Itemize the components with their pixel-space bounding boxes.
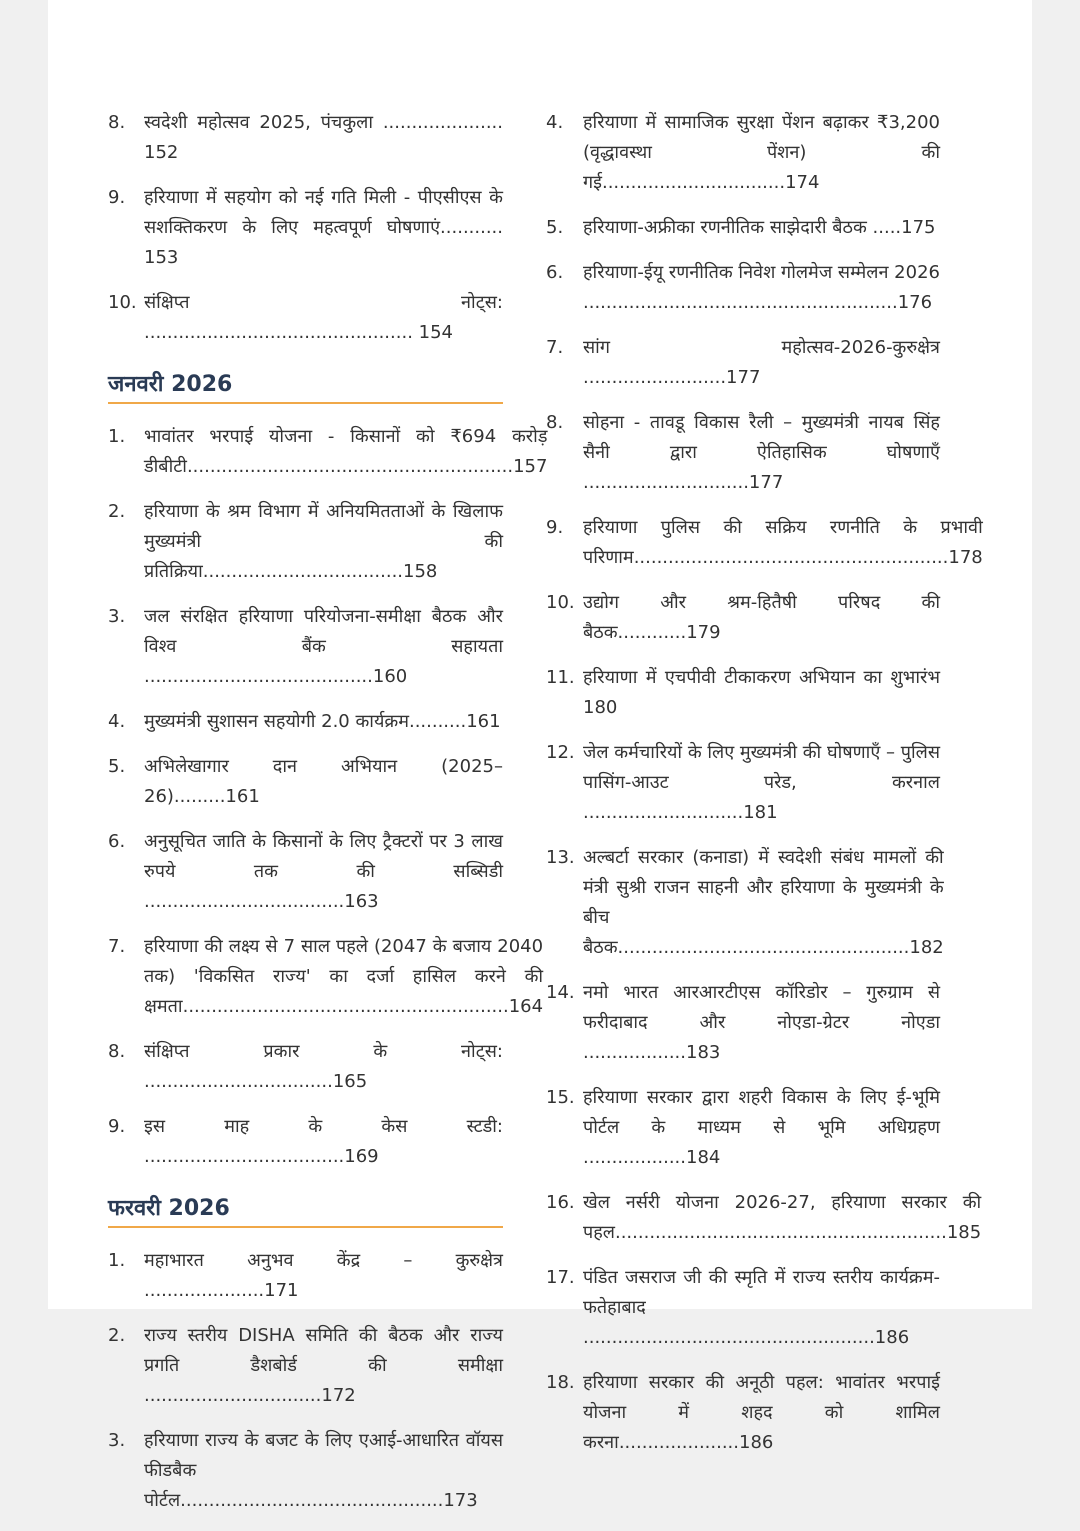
toc-entry — [546, 1263, 940, 1353]
entry-number: 6. — [108, 831, 126, 852]
entry-title: हरियाणा पुलिस की सक्रिय रणनीति के प्रभावी परिणाम.......................................................178 — [583, 517, 983, 568]
toc-entry — [546, 333, 940, 393]
toc-entry — [546, 663, 940, 723]
entry-number: 10. — [108, 292, 137, 313]
entry-title: सांग महोत्सव-2026-कुरुक्षेत्र .........................177 — [583, 337, 940, 388]
section-heading-february: फरवरी 2026 — [108, 1194, 503, 1228]
entry-title: हरियाणा सरकार द्वारा शहरी विकास के लिए ई-भूमि पोर्टल के माध्यम से भूमि अधिग्रहण ..................184 — [583, 1087, 940, 1168]
entry-title: संक्षिप्त प्रकार के नोट्स: .................................165 — [144, 1041, 503, 1092]
toc-entry — [546, 108, 940, 198]
entry-number: 7. — [108, 936, 126, 957]
toc-entry — [108, 497, 503, 587]
entry-number: 10. — [546, 592, 575, 613]
section-heading-january: जनवरी 2026 — [108, 370, 503, 404]
toc-entry — [108, 1112, 503, 1172]
entry-number: 1. — [108, 1250, 126, 1271]
document-page — [48, 0, 1032, 1511]
toc-entry — [546, 1368, 940, 1458]
entry-title: नमो भारत आरआरटीएस कॉरिडोर – गुरुग्राम से फरीदाबाद और नोएडा-ग्रेटर नोएडा ..................183 — [583, 982, 940, 1063]
toc-entry — [108, 288, 503, 348]
entry-title: हरियाणा-ईयू रणनीतिक निवेश गोलमेज सम्मेलन 2026 .......................................................176 — [583, 262, 940, 313]
entry-number: 8. — [546, 412, 564, 433]
entry-number: 17. — [546, 1267, 575, 1288]
toc-entry — [108, 1426, 503, 1516]
toc-entry — [108, 932, 544, 1022]
entry-title: खेल नर्सरी योजना 2026-27, हरियाणा सरकार की पहल..........................................................185 — [583, 1192, 982, 1243]
entry-number: 12. — [546, 742, 575, 763]
toc-entry — [108, 707, 503, 737]
entry-number: 9. — [546, 517, 564, 538]
toc-entry — [546, 213, 940, 243]
entry-title: जेल कर्मचारियों के लिए मुख्यमंत्री की घोषणाएँ – पुलिस पासिंग-आउट परेड, करनाल ............................181 — [583, 742, 940, 823]
toc-entry — [546, 588, 940, 648]
entry-number: 3. — [108, 606, 126, 627]
entry-title: राज्य स्तरीय DISHA समिति की बैठक और राज्य प्रगति डैशबोर्ड की समीक्षा ...............................172 — [144, 1325, 503, 1406]
entry-number: 11. — [546, 667, 575, 688]
entry-title: हरियाणा के श्रम विभाग में अनियमितताओं के खिलाफ मुख्यमंत्री की प्रतिक्रिया...................................158 — [144, 501, 503, 582]
entry-number: 4. — [546, 112, 564, 133]
entry-number: 7. — [546, 337, 564, 358]
entry-title: हरियाणा में सामाजिक सुरक्षा पेंशन बढ़ाकर ₹3,200 (वृद्धावस्था पेंशन) की गई................................174 — [583, 112, 940, 193]
entry-number: 2. — [108, 501, 126, 522]
toc-entry — [108, 422, 548, 482]
entry-title: मुख्यमंत्री सुशासन सहयोगी 2.0 कार्यक्रम..........161 — [144, 711, 501, 732]
toc-entry — [108, 183, 503, 273]
toc-entry — [546, 1188, 982, 1248]
entry-number: 13. — [546, 847, 575, 868]
entry-title: हरियाणा राज्य के बजट के लिए एआई-आधारित वॉयस फीडबैक पोर्टल..............................................173 — [144, 1430, 503, 1511]
entry-number: 6. — [546, 262, 564, 283]
toc-entry — [546, 258, 940, 318]
entry-number: 9. — [108, 1116, 126, 1137]
entry-number: 1. — [108, 426, 126, 447]
entry-number: 16. — [546, 1192, 575, 1213]
toc-entry — [108, 1321, 503, 1411]
toc-entry — [108, 602, 503, 692]
entry-title: अल्बर्टा सरकार (कनाडा) में स्वदेशी संबंध मामलों की मंत्री सुश्री राजन साहनी और हरियाणा के मुख्यमंत्री के बीच बैठक...................................................182 — [583, 847, 944, 958]
entry-title: हरियाणा सरकार की अनूठी पहल: भावांतर भरपाई योजना में शहद को शामिल करना.....................186 — [583, 1372, 940, 1453]
toc-list-january — [108, 422, 548, 1172]
entry-number: 5. — [108, 756, 126, 777]
entry-title: जल संरक्षित हरियाणा परियोजना-समीक्षा बैठक और विश्व बैंक सहायता ........................................160 — [144, 606, 503, 687]
toc-entry — [108, 1037, 503, 1097]
entry-number: 18. — [546, 1372, 575, 1393]
entry-title: पंडित जसराज जी की स्मृति में राज्य स्तरीय कार्यक्रम- फतेहाबाद ...................................................186 — [583, 1267, 940, 1348]
toc-entry — [546, 513, 983, 573]
entry-title: इस माह के केस स्टडी: ...................................169 — [144, 1116, 503, 1167]
toc-entry — [108, 752, 503, 812]
toc-entry — [108, 827, 503, 917]
left-column — [108, 108, 548, 1531]
entry-title: उद्योग और श्रम-हितैषी परिषद की बैठक............179 — [583, 592, 940, 643]
entry-title: महाभारत अनुभव केंद्र – कुरुक्षेत्र .....................171 — [144, 1250, 503, 1301]
toc-list-top — [108, 108, 503, 348]
toc-entry — [108, 1246, 503, 1306]
entry-title: हरियाणा में एचपीवी टीकाकरण अभियान का शुभारंभ 180 — [583, 667, 940, 718]
toc-entry — [546, 978, 940, 1068]
toc-list-right — [546, 108, 983, 1458]
entry-number: 15. — [546, 1087, 575, 1108]
entry-number: 2. — [108, 1325, 126, 1346]
entry-title: अभिलेखागार दान अभियान (2025–26).........161 — [144, 756, 503, 807]
entry-title: सोहना - तावडू विकास रैली – मुख्यमंत्री नायब सिंह सैनी द्वारा ऐतिहासिक घोषणाएँ .............................177 — [583, 412, 940, 493]
entry-number: 4. — [108, 711, 126, 732]
entry-number: 8. — [108, 112, 126, 133]
entry-number: 14. — [546, 982, 575, 1003]
right-column — [546, 108, 983, 1473]
entry-title: भावांतर भरपाई योजना - किसानों को ₹694 करोड़ डीबीटी.........................................................157 — [144, 426, 548, 477]
toc-entry — [108, 108, 503, 168]
toc-entry — [546, 408, 940, 498]
entry-title: हरियाणा की लक्ष्य से 7 साल पहले (2047 के बजाय 2040 तक) 'विकसित राज्य' का दर्जा हासिल करने की क्षमता.........................................................164 — [144, 936, 544, 1017]
entry-title: स्वदेशी महोत्सव 2025, पंचकुला ..................... 152 — [144, 112, 503, 163]
entry-number: 9. — [108, 187, 126, 208]
entry-number: 8. — [108, 1041, 126, 1062]
entry-number: 5. — [546, 217, 564, 238]
entry-title: हरियाणा में सहयोग को नई गति मिली - पीएसीएस के सशक्तिकरण के लिए महत्वपूर्ण घोषणाएं........... 153 — [144, 187, 503, 268]
toc-entry — [546, 1083, 940, 1173]
entry-title: संक्षिप्त नोट्स: ............................................... 154 — [144, 292, 503, 343]
toc-list-february — [108, 1246, 503, 1516]
entry-number: 3. — [108, 1430, 126, 1451]
toc-entry — [546, 738, 940, 828]
entry-title: हरियाणा-अफ्रीका रणनीतिक साझेदारी बैठक .....175 — [583, 217, 936, 238]
toc-entry — [546, 843, 944, 963]
entry-title: अनुसूचित जाति के किसानों के लिए ट्रैक्टरों पर 3 लाख रुपये तक की सब्सिडी ...................................163 — [144, 831, 503, 912]
